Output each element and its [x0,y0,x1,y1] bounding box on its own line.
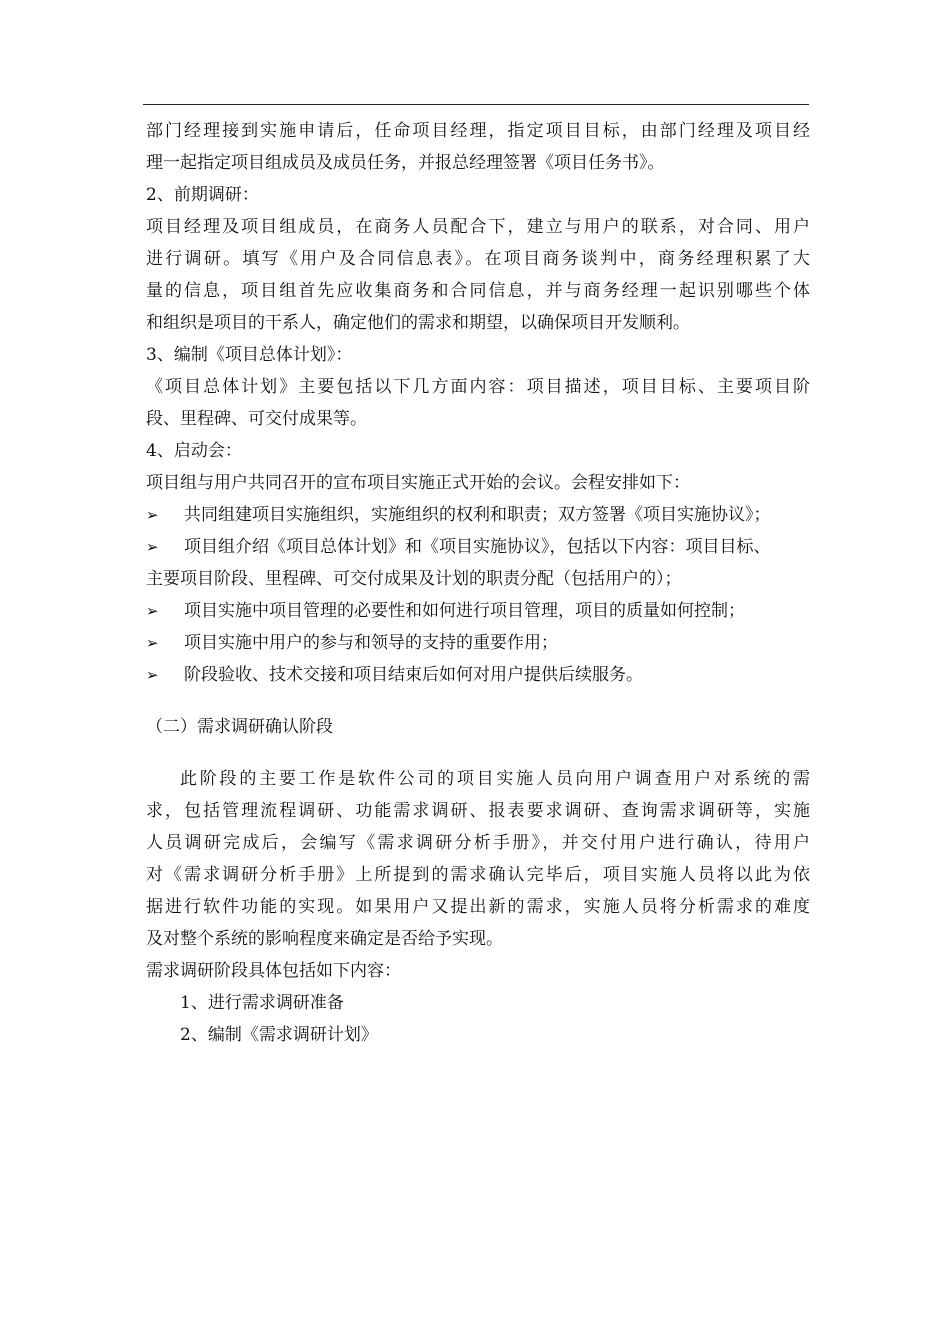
paragraph-line: 据进行软件功能的实现。如果用户又提出新的需求，实施人员将分析需求的难度 [146,897,810,917]
text-line: 量的信息，项目组首先应收集商务和合同信息，并与商务经理一起识别哪些个体 [146,281,810,301]
bullet-item [146,499,810,531]
section-title: （二）需求调研确认阶段 [146,717,333,737]
document-body [146,115,810,1051]
arrow-bullet-icon: ➢ [146,634,159,652]
spacer [146,691,810,711]
step-item: 2、编制《需求调研计划》 [180,1025,378,1045]
bullet-item [146,659,810,691]
bullet-text: 项目实施中用户的参与和领导的支持的重要作用； [184,633,558,653]
text-line: 部门经理接到实施申请后，任命项目经理，指定项目目标，由部门经理及项目经 [146,121,810,141]
bullet-text: 阶段验收、技术交接和项目结束后如何对用户提供后续服务。 [184,665,643,685]
arrow-bullet-icon: ➢ [146,602,159,620]
bullet-text: 共同组建项目实施组织，实施组织的权利和职责；双方签署《项目实施协议》； [184,505,771,525]
text-line: 《项目总体计划》主要包括以下几方面内容：项目描述，项目目标、主要项目阶 [146,377,810,397]
step-heading-research: 2、前期调研： [146,185,259,205]
arrow-bullet-icon: ➢ [146,538,159,556]
paragraph-line: 及对整个系统的影响程度来确定是否给予实现。 [146,929,503,949]
paragraph-line: 此阶段的主要工作是软件公司的项目实施人员向用户调查用户对系统的需 [180,769,810,789]
bullet-continuation: 主要项目阶段、里程碑、可交付成果及计划的职责分配（包括用户的）； [146,569,682,589]
bullet-text: 项目组介绍《项目总体计划》和《项目实施协议》，包括以下内容：项目目标、 [184,537,771,557]
text-line: 和组织是项目的干系人，确定他们的需求和期望，以确保项目开发顺利。 [146,313,690,333]
arrow-bullet-icon: ➢ [146,506,159,524]
step-item: 1、进行需求调研准备 [180,993,344,1013]
step-heading-kickoff: 4、启动会： [146,441,242,461]
bullet-text: 项目实施中项目管理的必要性和如何进行项目管理，项目的质量如何控制； [184,601,745,621]
bullet-item [146,595,810,627]
arrow-bullet-icon: ➢ [146,666,159,684]
header-rule [143,104,809,105]
bullet-item [146,531,810,563]
text-line: 进行调研。填写《用户及合同信息表》。在项目商务谈判中，商务经理积累了大 [146,249,810,269]
bullet-item [146,627,810,659]
text-line: 理一起指定项目组成员及成员任务，并报总经理签署《项目任务书》。 [146,153,665,173]
paragraph-line: 求，包括管理流程调研、功能需求调研、报表要求调研、查询需求调研等，实施 [146,801,810,821]
paragraph-line: 人员调研完成后，会编写《需求调研分析手册》，并交付用户进行确认，待用户 [146,833,810,853]
text-line: 段、里程碑、可交付成果等。 [146,409,367,429]
step-heading-plan: 3、编制《项目总体计划》： [146,345,353,365]
spacer [146,743,810,763]
paragraph-line: 对《需求调研分析手册》上所提到的需求确认完毕后，项目实施人员将以此为依 [146,865,810,885]
text-line: 项目组与用户共同召开的宣布项目实施正式开始的会议。会程安排如下： [146,473,690,493]
text-line: 项目经理及项目组成员，在商务人员配合下，建立与用户的联系，对合同、用户 [146,217,810,237]
subhead: 需求调研阶段具体包括如下内容： [146,961,401,981]
